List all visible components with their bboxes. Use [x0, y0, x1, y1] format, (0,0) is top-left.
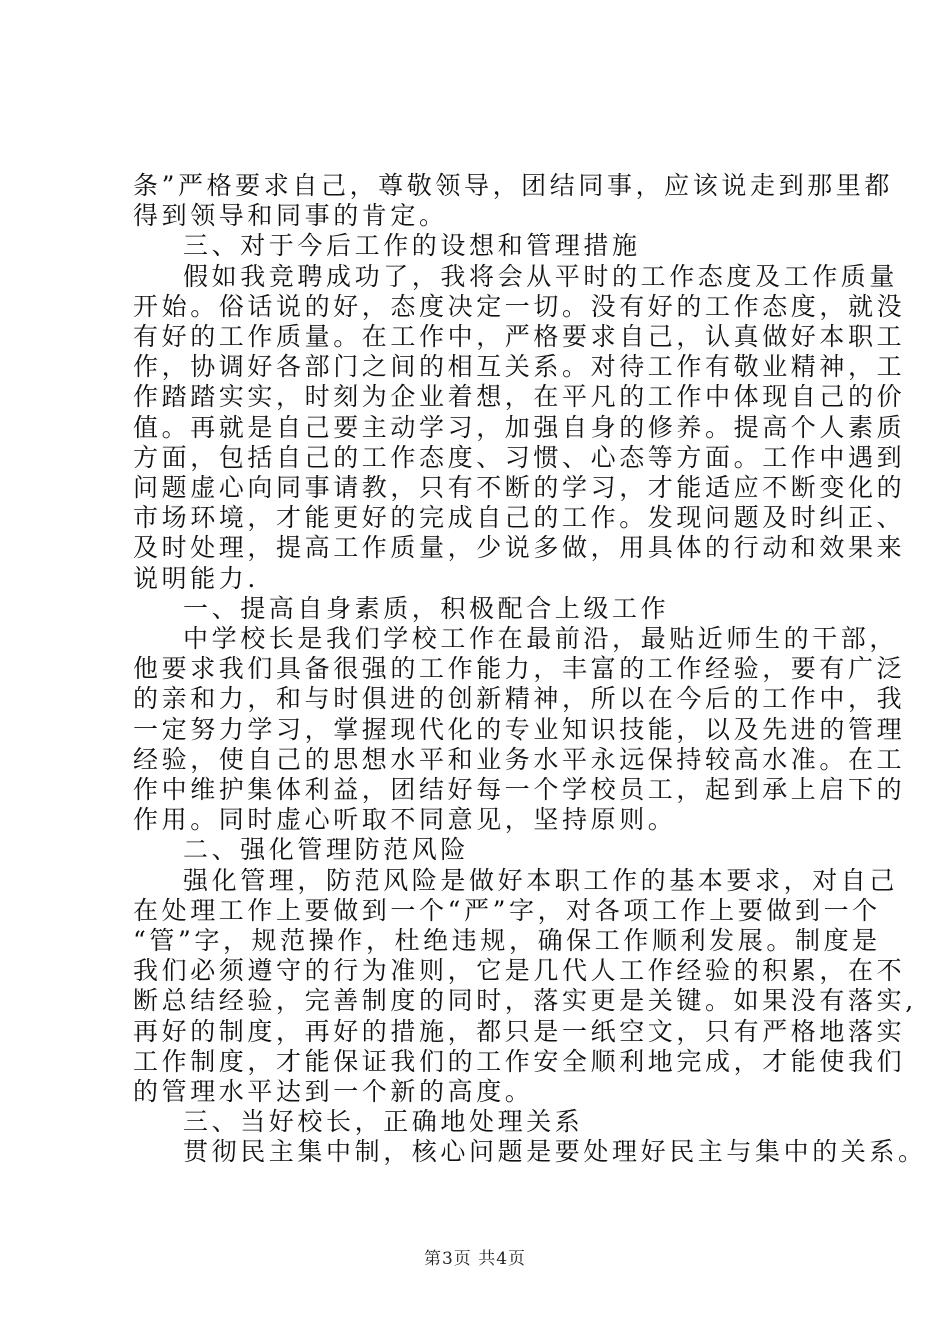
paragraph-line: 他要求我们具备很强的工作能力，丰富的工作经验，要有广泛	[133, 654, 906, 683]
paragraph-line: 的亲和力，和与时俱进的创新精神，所以在今后的工作中，我	[133, 684, 906, 713]
paragraph-line: 及时处理，提高工作质量，少说多做，用具体的行动和效果来	[133, 533, 906, 562]
paragraph-line: 假如我竞聘成功了，我将会从平时的工作态度及工作质量	[183, 262, 899, 291]
paragraph-line: 一定努力学习，掌握现代化的专业知识技能，以及先进的管理	[133, 715, 906, 744]
section-heading: 二、强化管理防范风险	[183, 835, 470, 864]
section-heading: 三、对于今后工作的设想和管理措施	[183, 231, 641, 260]
paragraph-line: 市场环境，才能更好的完成自己的工作。发现问题及时纠正、	[133, 503, 906, 532]
paragraph-line: 问题虚心向同事请教，只有不断的学习，才能适应不断变化的	[133, 473, 906, 502]
paragraph-line: 强化管理，防范风险是做好本职工作的基本要求，对自己	[183, 866, 899, 895]
paragraph-line: 得到领导和同事的肯定。	[133, 201, 448, 230]
paragraph-line: 中学校长是我们学校工作在最前沿，最贴近师生的干部，	[183, 624, 899, 653]
paragraph-line: 工作制度，才能保证我们的工作安全顺利地完成，才能使我们	[133, 1047, 906, 1076]
paragraph-line: 开始。俗话说的好，态度决定一切。没有好的工作态度，就没	[133, 292, 906, 321]
paragraph-line: 作，协调好各部门之间的相互关系。对待工作有敬业精神，工	[133, 352, 906, 381]
paragraph-line: 经验，使自己的思想水平和业务水平永远保持较高水准。在工	[133, 745, 906, 774]
page-number-footer: 第3页 共4页	[423, 1249, 527, 1269]
paragraph-line: 的管理水平达到一个新的高度。	[133, 1077, 534, 1106]
paragraph-line: 在处理工作上要做到一个“严”字，对各项工作上要做到一个	[133, 896, 881, 925]
paragraph-line: 值。再就是自己要主动学习，加强自身的修养。提高个人素质	[133, 413, 906, 442]
paragraph-line: 有好的工作质量。在工作中，严格要求自己，认真做好本职工	[133, 322, 906, 351]
paragraph-line: 断总结经验，完善制度的同时，落实更是关键。如果没有落实,	[133, 986, 917, 1015]
paragraph-line: 我们必须遵守的行为准则，它是几代人工作经验的积累，在不	[133, 956, 906, 985]
paragraph-line: 作用。同时虚心听取不同意见，坚持原则。	[133, 805, 677, 834]
paragraph-line: 再好的制度，再好的措施，都只是一纸空文，只有严格地落实	[133, 1017, 906, 1046]
paragraph-line: 作踏踏实实，时刻为企业着想，在平凡的工作中体现自己的价	[133, 382, 906, 411]
paragraph-line: 条”严格要求自己，尊敬领导，团结同事，应该说走到那里都	[133, 171, 893, 200]
paragraph-line: 方面，包括自己的工作态度、习惯、心态等方面。工作中遇到	[133, 443, 906, 472]
paragraph-line: 作中维护集体利益，团结好每一个学校员工，起到承上启下的	[133, 775, 906, 804]
paragraph-line: 贯彻民主集中制，核心问题是要处理好民主与集中的关系。	[183, 1137, 927, 1166]
paragraph-line: “管”字，规范操作，杜绝违规，确保工作顺利发展。制度是	[133, 926, 881, 955]
section-heading: 三、当好校长，正确地处理关系	[183, 1107, 584, 1136]
paragraph-line: 说明能力.	[133, 564, 259, 593]
section-heading: 一、提高自身素质，积极配合上级工作	[183, 594, 670, 623]
